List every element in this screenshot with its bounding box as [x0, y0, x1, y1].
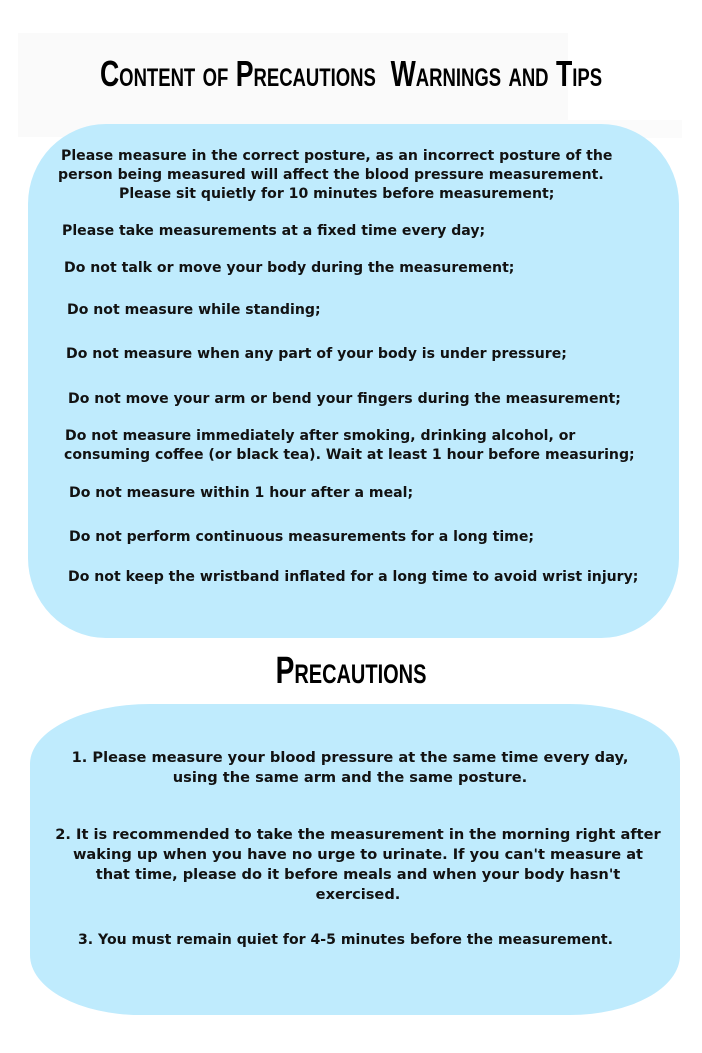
tips-intro-line-2: person being measured will affect the blood pressure measurement. — [58, 166, 604, 183]
tip-item-no-standing: Do not measure while standing; — [67, 301, 321, 318]
precaution-item-3: 3. You must remain quiet for 4-5 minutes before the measurement. — [78, 931, 613, 948]
precaution-item-1 — [40, 748, 660, 788]
tip-item-no-smoking-line-1: Do not measure immediately after smoking, drinking alcohol, or — [65, 427, 576, 444]
tip-item-no-smoking-line-2: consuming coffee (or black tea). Wait at least 1 hour before measuring; — [64, 446, 635, 463]
precaution-item-2-line-4: exercised. — [315, 886, 401, 903]
precaution-item-1-line-1: 1. Please measure your blood pressure at the same time every day, — [71, 749, 629, 766]
precaution-item-1-line-2: using the same arm and the same posture. — [172, 769, 528, 786]
precautions-title: Precautions — [275, 650, 427, 692]
tip-item-wristband: Do not keep the wristband inflated for a long time to avoid wrist injury; — [68, 568, 639, 585]
tip-item-fixed-time: Please take measurements at a fixed time every day; — [62, 222, 486, 239]
tip-item-no-meal: Do not measure within 1 hour after a meal; — [69, 484, 414, 501]
tips-intro-line-3: Please sit quietly for 10 minutes before measurement; — [119, 185, 555, 202]
page-title: Content of Precautions Warnings and Tips — [99, 53, 603, 94]
precaution-item-2-line-1: 2. It is recommended to take the measurement in the morning right after — [55, 826, 661, 843]
tip-item-no-continuous: Do not perform continuous measurements for a long time; — [69, 528, 535, 545]
precaution-item-2 — [48, 825, 668, 905]
tip-item-no-arm-move: Do not move your arm or bend your fingers during the measurement; — [68, 390, 621, 407]
tip-item-no-pressure: Do not measure when any part of your body is under pressure; — [66, 345, 567, 362]
precaution-item-2-line-2: waking up when you have no urge to urinate. If you can't measure at — [72, 846, 644, 863]
precaution-item-2-line-3: that time, please do it before meals and when your body hasn't — [95, 866, 621, 883]
tip-item-no-talk: Do not talk or move your body during the measurement; — [64, 259, 515, 276]
tips-intro-line-1: Please measure in the correct posture, as an incorrect posture of the — [61, 147, 613, 164]
